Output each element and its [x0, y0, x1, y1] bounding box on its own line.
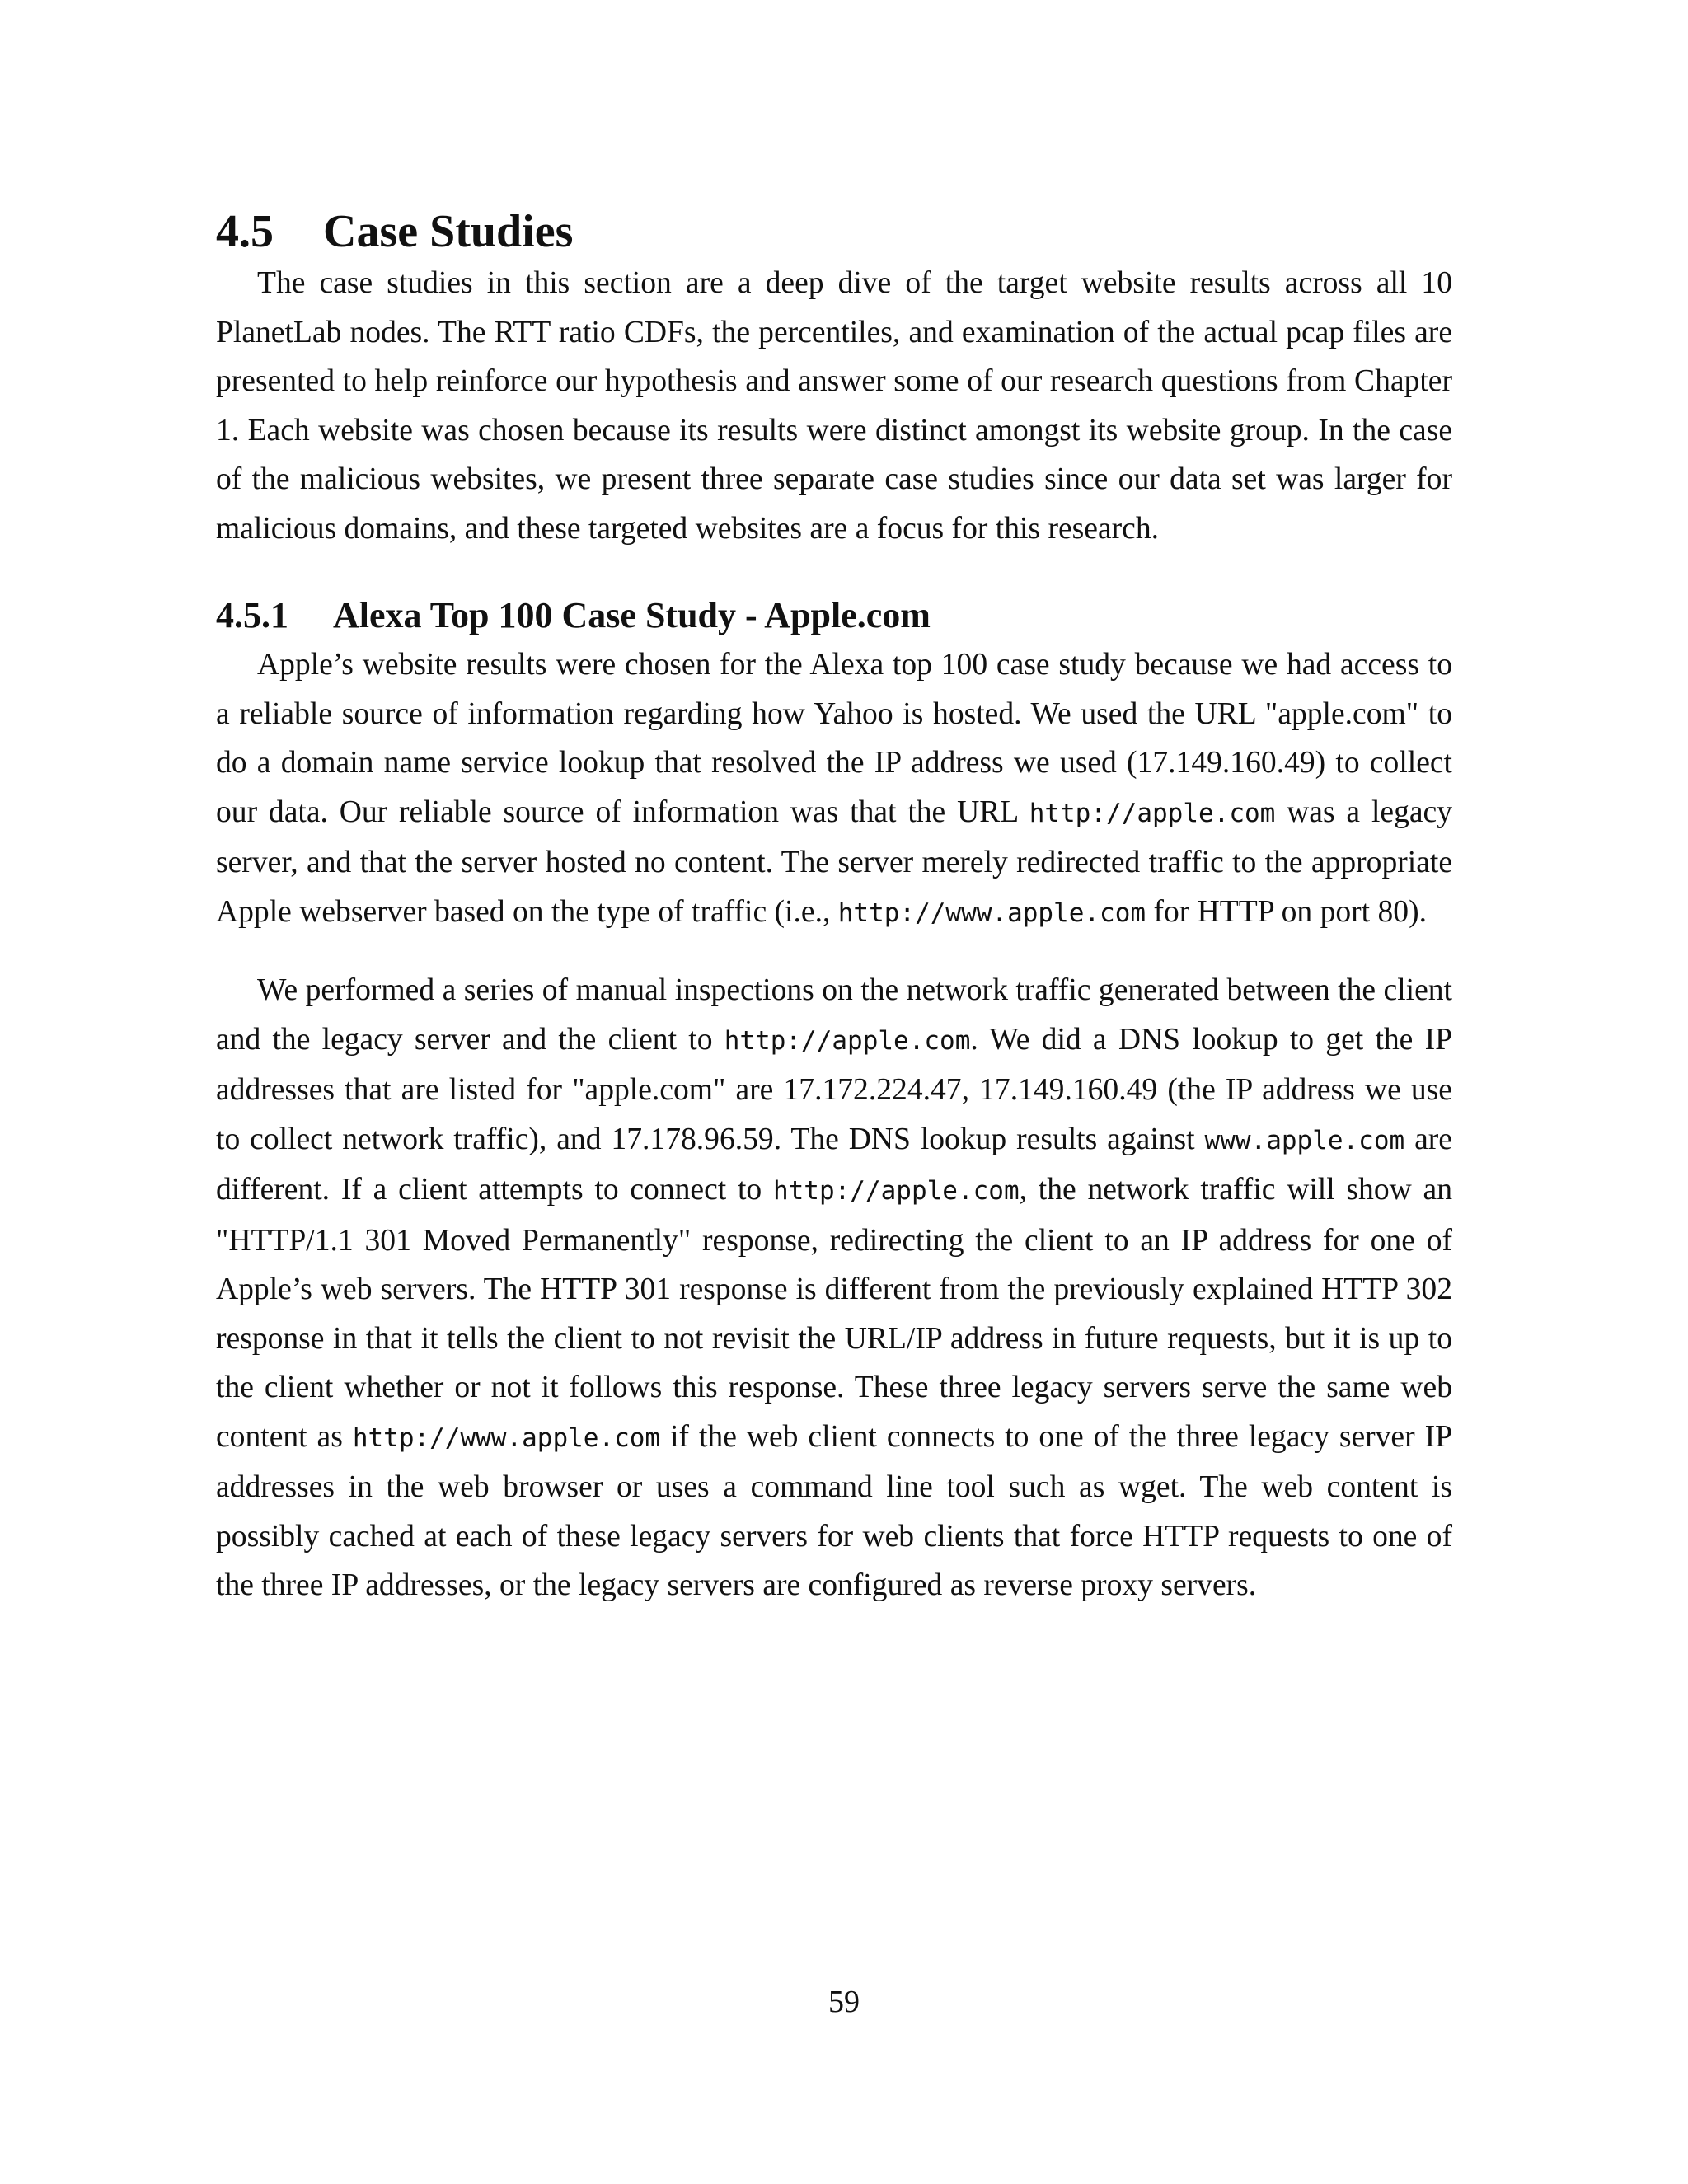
page-number: 59	[828, 1985, 860, 2019]
code-url: http://apple.com	[1029, 798, 1276, 828]
section-heading	[216, 206, 1452, 257]
subsection-number: 4.5.1	[216, 595, 288, 635]
code-url: http://apple.com	[772, 1176, 1020, 1206]
code-url: www.apple.com	[1204, 1125, 1405, 1155]
code-url: http://www.apple.com	[837, 898, 1146, 928]
subsection-heading	[216, 593, 1452, 639]
section-number: 4.5	[216, 206, 274, 257]
document-page	[216, 206, 1452, 1610]
text-span: . We did a DNS lookup to get the IP addresses that are listed for "apple.com" are 17.172.224.47, 17.149.160.49 (the IP address we use to collect network traffic), and 17.178.96.59. The DNS lookup results against	[216, 1022, 1452, 1156]
section-intro-paragraph: The case studies in this section are a deep dive of the target website results across all 10 PlanetLab nodes. The RTT ratio CDFs, the percentiles, and examination of the actual pcap files are presented to help reinforce our hypothesis and answer some of our research questions from Chapter 1. Each website was chosen because its results were distinct amongst its website group. In the case of the malicious websites, we present three separate case studies since our data set was larger for malicious domains, and these targeted websites are a focus for this research.	[216, 266, 1452, 546]
text-span: , the network traffic will show an "HTTP/1.1 301 Moved Permanently" response, redirecting the client to an IP address for one of Apple’s web servers. The HTTP 301 response is different from the previously explained HTTP 302 response in that it tells the client to not revisit the URL/IP address in future requests, but it is up to the client whether or not it follows this response. These three legacy servers serve the same web content as	[216, 1173, 1452, 1454]
section-title: Case Studies	[323, 206, 574, 257]
code-url: http://www.apple.com	[352, 1422, 661, 1453]
subsection-title: Alexa Top 100 Case Study - Apple.com	[333, 595, 931, 635]
text-span: for HTTP on port 80).	[1146, 894, 1427, 929]
text-span: Apple’s website results were chosen for the Alexa top 100 case study because we had access to a reliable source of information regarding how Yahoo is hosted. We used the URL "apple.com" to do a domain name service lookup that resolved the IP address we used (17.149.160.49) to collect our data. Our reliable source of information was that the URL	[216, 648, 1452, 829]
apple-paragraph-2	[216, 966, 1452, 1610]
code-url: http://apple.com	[724, 1025, 971, 1056]
text-span: We performed a series of manual inspections on the network traffic generated between the client and the legacy server and the client to	[216, 973, 1452, 1057]
text-span: if the web client connects to one of the three legacy server IP addresses in the web browser or uses a command line tool such as wget. The web content is possibly cached at each of these legacy servers for web clients that force HTTP requests to one of the three IP addresses, or the legacy servers are configured as reverse proxy servers.	[216, 1419, 1452, 1602]
text-span: was a legacy server, and that the server hosted no content. The server merely redirected traffic to the appropriate Apple webserver based on the type of traffic (i.e.,	[216, 794, 1453, 929]
apple-paragraph-1	[216, 640, 1452, 938]
text-span: are different. If a client attempts to connect to	[216, 1122, 1452, 1207]
